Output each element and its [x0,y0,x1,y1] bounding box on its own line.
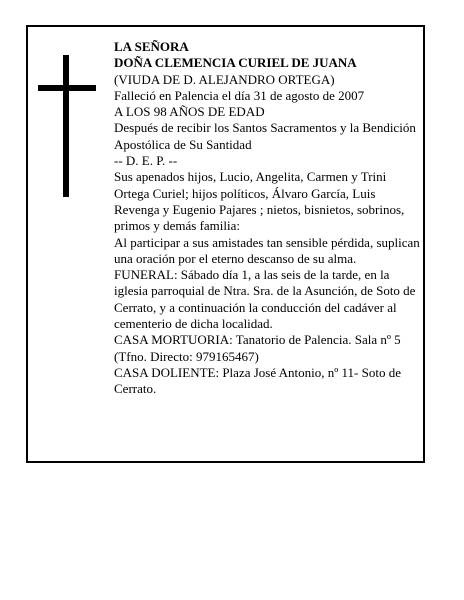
widow-line: (VIUDA DE D. ALEJANDRO ORTEGA) [114,71,335,87]
cross-vertical-bar [63,55,69,197]
death-line: Falleció en Palencia el día 31 de agosto de 2007 [114,87,365,103]
home-paragraph: CASA DOLIENTE: Plaza José Antonio, nº 11- Soto de Cerrato. [114,364,402,397]
cross-icon [38,55,96,197]
mortuary-paragraph: CASA MORTUORIA: Tanatorio de Palencia. Sala nº 5 (Tfno. Directo: 979165467) [114,332,401,364]
notice-heading: LA SEÑORA [114,39,189,54]
notice-text [114,39,422,398]
cross-horizontal-bar [38,85,96,91]
funeral-paragraph: FUNERAL: Sábado día 1, a las seis de la tarde, en la iglesia parroquial de Ntra. Sra. de la Asunción, de Soto de Cerrato, y a continuación la conducción del cadáver al cementerio de dicha localidad. [114,267,416,332]
obituary-notice [26,25,425,463]
age-line: A LOS 98 AÑOS DE EDAD [114,104,265,120]
sacraments-line: Después de recibir los Santos Sacramentos y la Bendición Apostólica de Su Santidad [114,120,416,152]
rip-line: -- D. E. P. -- [114,153,178,169]
request-paragraph: Al participar a sus amistades tan sensible pérdida, suplican una oración por el eterno descanso de su alma. [114,234,420,266]
family-paragraph: Sus apenados hijos, Lucio, Angelita, Carmen y Trini Ortega Curiel; hijos políticos, Álvaro García, Luis Revenga y Eugenio Pajares ; nietos, bisnietos, sobrinos, primos y demás familia: [114,169,405,234]
deceased-name: DOÑA CLEMENCIA CURIEL DE JUANA [114,55,357,71]
